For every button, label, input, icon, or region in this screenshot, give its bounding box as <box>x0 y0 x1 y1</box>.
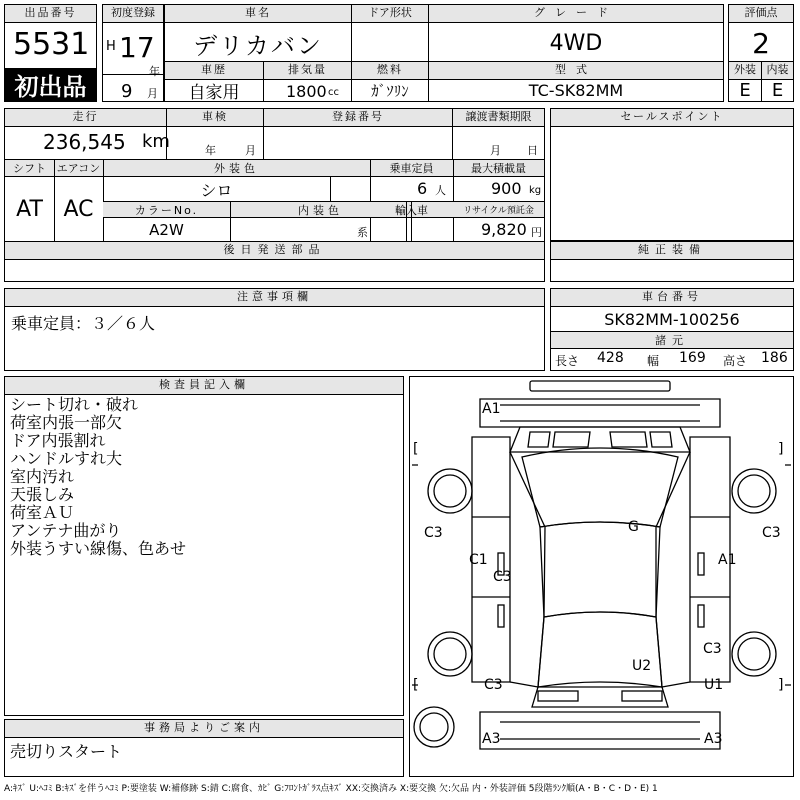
damage-mark: [ <box>413 677 419 693</box>
import-label: 輸入車 <box>395 203 428 217</box>
max-load-label: 最大積載量 <box>471 162 526 175</box>
damage-mark: C3 <box>493 569 512 585</box>
max-load-unit: kg <box>529 185 542 196</box>
color-no-label: カラーNo. <box>134 203 199 217</box>
ext-color-label: 外装色 <box>214 162 259 175</box>
damage-mark: C1 <box>469 552 488 568</box>
car-name-box <box>164 4 352 62</box>
inspector-line: 天張しみ <box>10 485 75 504</box>
office-text: 売切りスタート <box>10 742 123 761</box>
lot-box <box>4 4 97 102</box>
inspection-year-unit: 年 <box>205 144 216 157</box>
displacement-label: 排気量 <box>264 62 351 80</box>
damage-mark: C3 <box>762 525 781 541</box>
chassis-value: SK82MM-100256 <box>604 309 740 329</box>
dims-width: 169 <box>679 350 706 366</box>
damage-mark: G <box>628 519 639 535</box>
history-label: 車歴 <box>165 62 263 80</box>
damage-mark: ] <box>778 441 784 457</box>
inspector-line: 室内汚れ <box>10 467 75 486</box>
first-reg-month-unit: 月 <box>147 87 158 100</box>
damage-mark: U2 <box>632 658 652 674</box>
spec-block <box>4 159 545 242</box>
damage-diagram <box>409 376 794 777</box>
later-parts-box <box>4 241 545 282</box>
recycle-label: リサイクル預託金 <box>463 206 534 216</box>
door-label: ドア形状 <box>352 5 428 23</box>
inspection-month-unit: 月 <box>245 144 256 157</box>
lot-label: 出品番号 <box>5 5 96 23</box>
dims-length-label: 長さ <box>555 354 580 368</box>
genuine-label: 純正装備 <box>551 242 793 260</box>
first-reg-year: 17 <box>119 31 155 64</box>
exterior-grade-label: 外装 <box>729 62 761 80</box>
reg-number-label: 登録番号 <box>264 109 452 127</box>
dims-label: 諸元 <box>551 331 793 349</box>
later-parts-label: 後日発送部品 <box>5 242 544 260</box>
first-reg-era: H <box>106 39 116 54</box>
model-code-value: TC-SK82MM <box>528 81 624 100</box>
legend-text: A:ｷｽﾞ U:ﾍｺﾐ B:ｷｽﾞを伴うﾍｺﾐ P:要塗装 W:補修跡 S:錆 C:腐食、ｶﾋﾞ G:ﾌﾛﾝﾄｶﾞﾗｽ点ｷｽﾞ XX:交換済み X:要交換 欠:欠品 内・外装評価 5段階ﾗﾝｸ順(A・B・C・D・E) 1 <box>4 784 658 794</box>
damage-mark: ] <box>778 677 784 693</box>
sales-point-box <box>550 108 794 241</box>
damage-mark: C3 <box>424 525 443 541</box>
ext-color-value: シロ <box>200 180 233 200</box>
grade-value: 4WD <box>549 30 603 56</box>
damage-mark: A3 <box>704 731 723 747</box>
int-color-unit: 系 <box>357 226 368 239</box>
inspector-line: 外装うすい線傷、色あせ <box>10 539 187 558</box>
transfer-doc-label: 譲渡書類期限 <box>453 109 544 127</box>
score-box <box>728 4 794 62</box>
exterior-grade-value: E <box>739 80 751 101</box>
damage-mark: A3 <box>482 731 501 747</box>
capacity-unit: 人 <box>435 184 446 197</box>
int-color-label: 内装色 <box>298 203 343 217</box>
office-label: 事務局よりご案内 <box>5 720 403 738</box>
damage-mark: A1 <box>482 401 501 417</box>
inspector-line: シート切れ・破れ <box>10 395 139 414</box>
inspection-box <box>166 108 264 160</box>
ac-label: エアコン <box>56 162 101 175</box>
inspector-line: 荷室内張一部欠 <box>10 413 123 432</box>
first-reg-year-unit: 年 <box>149 65 160 78</box>
caution-box <box>4 288 545 371</box>
ac-value: AC <box>63 196 94 222</box>
inspector-label: 検査員記入欄 <box>5 377 403 395</box>
office-box <box>4 719 404 777</box>
displacement-value: 1800 <box>286 82 327 101</box>
chassis-label: 車台番号 <box>551 289 793 307</box>
damage-mark: C3 <box>703 641 722 657</box>
inspector-box <box>4 376 404 716</box>
chassis-box <box>550 288 794 371</box>
first-reg-box <box>102 4 164 102</box>
door-box <box>351 4 429 62</box>
car-name-value: デリカバン <box>193 31 323 60</box>
model-code-box <box>428 61 724 102</box>
inspector-line: アンテナ曲がり <box>10 521 122 540</box>
damage-mark: [ <box>413 441 419 457</box>
history-value: 自家用 <box>188 83 240 103</box>
displacement-unit: cc <box>328 87 339 98</box>
mileage-label: 走行 <box>5 109 166 127</box>
damage-mark: A1 <box>718 552 737 568</box>
first-reg-month: 9 <box>121 81 133 102</box>
transfer-month-unit: 月 <box>490 144 501 157</box>
exterior-grade-box <box>728 61 762 102</box>
fuel-label: 燃料 <box>352 62 428 80</box>
damage-mark: C3 <box>484 677 503 693</box>
displacement-box <box>263 61 352 102</box>
score-value: 2 <box>752 26 770 60</box>
sales-point-label: セールスポイント <box>551 109 793 127</box>
lot-number: 5531 <box>13 27 90 62</box>
recycle-unit: 円 <box>531 226 542 239</box>
car-outline-svg <box>410 377 793 776</box>
inspection-label: 車検 <box>167 109 263 127</box>
genuine-box <box>550 241 794 282</box>
mileage-unit: km <box>142 131 170 152</box>
dims-length: 428 <box>597 350 624 366</box>
score-label: 評価点 <box>729 5 793 23</box>
inspector-line: ドア内張割れ <box>10 431 106 450</box>
damage-mark: U1 <box>704 677 724 693</box>
grade-label: グレード <box>429 5 723 23</box>
caution-label: 注意事項欄 <box>5 289 544 307</box>
fuel-box <box>351 61 429 102</box>
inspector-line: 荷室ＡＵ <box>10 503 75 522</box>
interior-grade-label: 内装 <box>762 62 793 80</box>
mileage-box <box>4 108 170 160</box>
fuel-value: ｶﾞｿﾘﾝ <box>371 82 409 100</box>
interior-grade-box <box>761 61 794 102</box>
history-box <box>164 61 264 102</box>
max-load-value: 900 <box>491 179 522 198</box>
recycle-value: 9,820 <box>481 220 527 239</box>
caution-text: 乗車定員：３／６人 <box>11 314 156 333</box>
dims-width-label: 幅 <box>647 354 660 368</box>
car-name-label: 車名 <box>165 5 351 23</box>
dims-height-label: 高さ <box>723 354 748 368</box>
color-no-value: A2W <box>149 220 184 239</box>
reg-number-box <box>263 108 453 160</box>
first-reg-label: 初度登録 <box>103 5 163 23</box>
model-code-label: 型式 <box>429 62 723 80</box>
transfer-doc-box <box>452 108 545 160</box>
dims-height: 186 <box>761 350 788 366</box>
grade-box <box>428 4 724 62</box>
mileage-value: 236,545 <box>43 130 126 154</box>
first-listing-badge: 初出品 <box>5 68 96 101</box>
inspector-line: ハンドルすれ大 <box>10 449 123 468</box>
shift-label: シフト <box>13 162 46 175</box>
interior-grade-value: E <box>771 80 784 101</box>
capacity-value: 6 <box>417 179 428 198</box>
shift-value: AT <box>16 196 43 222</box>
transfer-day-unit: 日 <box>527 144 538 157</box>
capacity-label: 乗車定員 <box>389 162 434 175</box>
